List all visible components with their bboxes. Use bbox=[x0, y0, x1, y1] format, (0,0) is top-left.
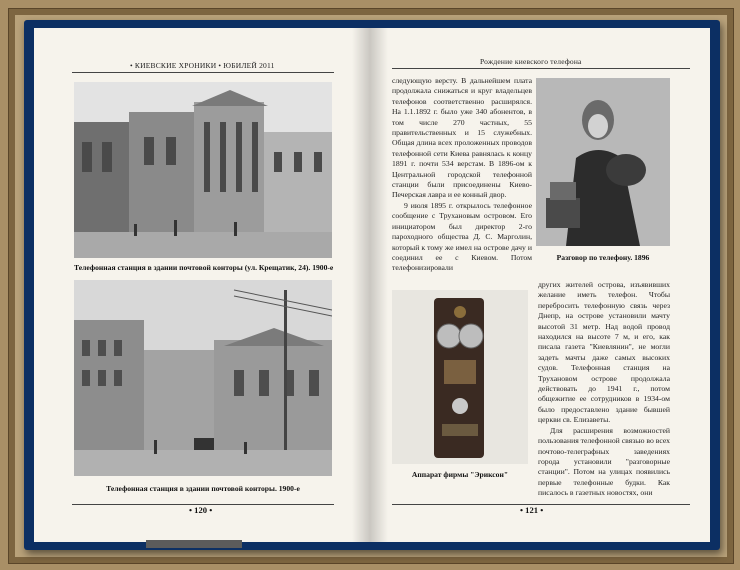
post-office-photo-1 bbox=[74, 82, 332, 258]
right-gutter-shadow bbox=[370, 28, 388, 542]
photo-2-caption: Телефонная станция в здании почтовой конторы. 1900-е bbox=[106, 484, 300, 493]
text-column-2 bbox=[538, 280, 670, 496]
woman-on-telephone-photo bbox=[536, 78, 670, 246]
cover-tab-left bbox=[146, 540, 242, 548]
photo-1-caption: Телефонная станция в здании почтовой конторы (ул. Крещатик, 24). 1900-е bbox=[74, 263, 334, 272]
right-header-rule bbox=[392, 68, 690, 69]
paragraph: других жителей острова, изъявивших желание иметь телефон. Чтобы перебросить телефонную связь через Днепр, на острове установили мачту высотой 31 метр. Над водой провод находился на высоте 7 м, и его, как писала газета "Киевлянин", не могли задеть мачты даже самых высоких судов. Телефонная станция на Трухановом острове продолжала действовать до 1941 г., потом общежитие ее сотрудников в 1934-ом было предоставлено здание бывшей церкви св. Елизаветы. bbox=[538, 280, 670, 425]
woman-photo-caption: Разговор по телефону. 1896 bbox=[556, 253, 650, 262]
left-header-rule bbox=[72, 72, 334, 73]
left-gutter-shadow bbox=[352, 28, 370, 542]
left-page-number: • 120 • bbox=[189, 505, 213, 515]
post-office-photo-2 bbox=[74, 280, 332, 476]
ericsson-photo-caption: Аппарат фирмы "Эриксон" bbox=[411, 470, 509, 479]
ericsson-telephone-photo bbox=[392, 290, 528, 464]
text-column-1 bbox=[392, 76, 532, 298]
left-running-head: • КИЕВСКИЕ ХРОНИКИ • ЮБИЛЕЙ 2011 bbox=[130, 61, 275, 70]
paragraph: 9 июля 1895 г. открылось телефонное сообщение с Трухановым островом. Его инициатором был директор 2-го пароходного общества Д. С. Марголин, который к тому же имел на острове дачу и соединил ее с Киевом. Потом телефонизировали bbox=[392, 200, 532, 273]
right-page bbox=[370, 28, 710, 542]
left-page bbox=[34, 28, 370, 542]
paragraph: следующую версту. В дальнейшем плата продолжала снижаться и круг владельцев телефонов соответственно расширялся. На 1.1.1892 г. было уже 340 абонентов, в том числе 270 частных, 55 правительственных и 15 служебных. Общая длина всех проложенных проводов телефонной сети Киева равнялась к концу 1891 г. почти 534 верстам. В 1896-ом к Центральной городской телефонной станции были присоединены Киево-Печерская лавра и ее конный двор. bbox=[392, 76, 532, 200]
paragraph: Для расширения возможностей пользования телефонной связью во всех почтово-телеграфных заведениях города установили "разговорные станции". Потом на улицах появились первые телефонные будки. Как писалось в газетных новостях, они bbox=[538, 425, 670, 498]
right-page-number: • 121 • bbox=[520, 505, 544, 515]
right-running-head: Рождение киевского телефона bbox=[480, 57, 582, 66]
